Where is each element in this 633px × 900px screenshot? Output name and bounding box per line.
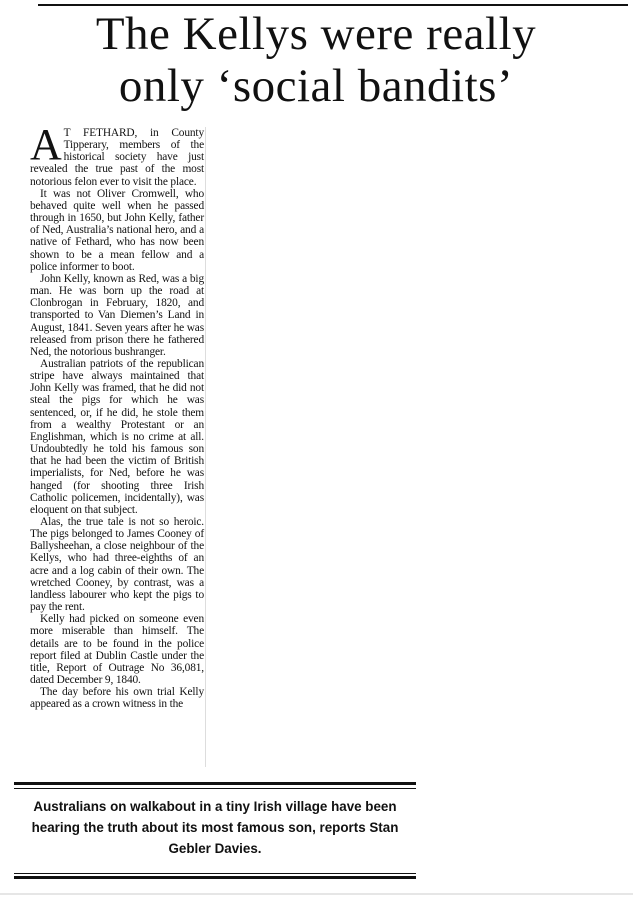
article-paragraph: It was not Oliver Cromwell, who behaved quite well when he passed through in 1650, but John Kelly, father of Ned, Australia’s national hero, and a native of Fethard, who has now been shown to be a mean fellow and a police informer to boot. <box>30 187 204 273</box>
headline-line-1: The Kellys were really <box>95 8 537 60</box>
column-edge <box>205 127 206 767</box>
article-paragraph: The day before his own trial Kelly appeared as a crown witness in the <box>30 686 204 711</box>
drop-cap: A <box>30 120 62 169</box>
article-column <box>30 120 204 711</box>
article-paragraph: John Kelly, known as Red, was a big man. He was born up the road at Clonbrogan in February, 1820, and transported to Van Diemen’s Land in August, 1841. Seven years after he was released from prison there he fathered Ned, the notorious bushranger. <box>30 272 204 358</box>
standfirst-rule-top-thick <box>14 782 416 785</box>
standfirst-rule-top-thin <box>14 788 416 789</box>
standfirst-rule-bottom-thick <box>14 876 416 879</box>
article-paragraph: A T FETHARD, in County Tipperary, members of the historical society have just revealed the true past of the most notorious felon ever to visit the place. <box>30 120 204 188</box>
headline-line-2: only ‘social bandits’ <box>118 60 514 112</box>
scan-edge <box>0 893 633 895</box>
article-paragraph: Alas, the true tale is not so heroic. The pigs belonged to James Cooney of Ballysheehan, a close neighbour of the Kellys, who had three-eighths of an acre and a log cabin of their own. The wretched Cooney, by contrast, was a landless labourer who kept the pigs to pay the rent. <box>30 516 204 614</box>
article-paragraph: Kelly had picked on someone even more miserable than himself. The details are to be found in the police report filed at Dublin Castle under the title, Report of Outrage No 36,081, dated December 9, 1840. <box>30 613 204 687</box>
headline <box>10 8 622 112</box>
article-paragraph: Australian patriots of the republican stripe have always maintained that John Kelly was framed, that he did not steal the pigs for which he was sentenced, or, if he did, he stole them from a wealthy Protestant or an Englishman, which is no crime at all. Undoubtedly he told his famous son that he had been the victim of British imperialists, for Ned, before he was hanged (for shooting three Irish Catholic policemen, incidentally), was eloquent on that subject. <box>30 357 204 516</box>
standfirst-rule-bottom-thin <box>14 873 416 874</box>
standfirst: Australians on walkabout in a tiny Irish village have been hearing the truth about its most famous son, reports Stan Gebler Davies. <box>31 799 399 856</box>
top-rule <box>38 4 628 6</box>
